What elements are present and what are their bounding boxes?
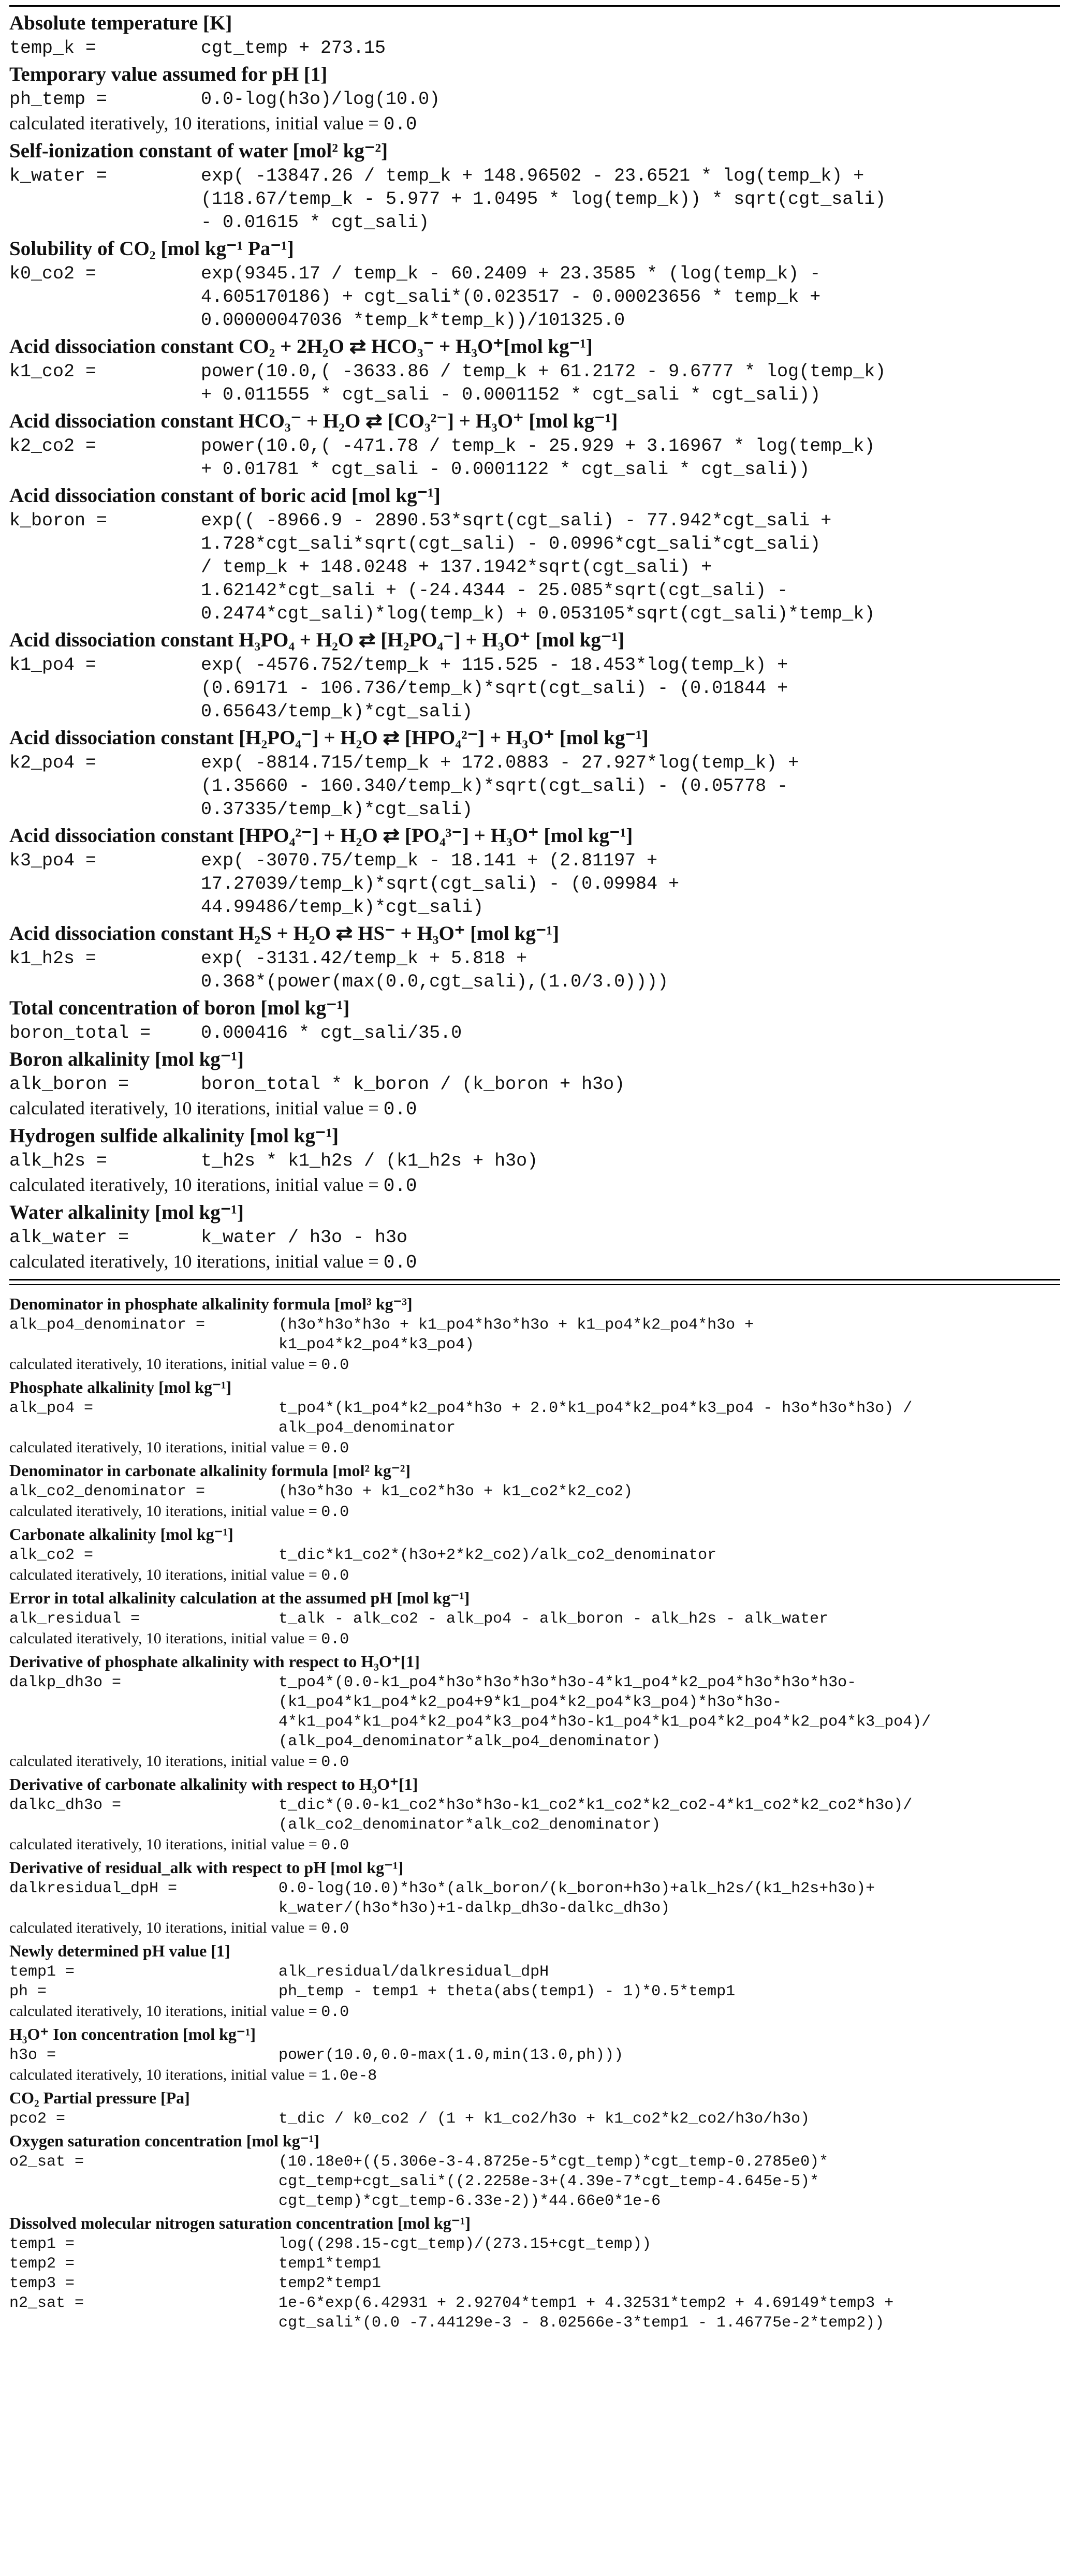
initial-value: 0.0	[321, 1631, 349, 1648]
formula-line: k_water / h3o - h3o	[201, 1227, 408, 1248]
formula-line: 0.368*(power(max(0.0,cgt_sali),(1.0/3.0))))	[201, 971, 669, 992]
variable-name: temp1 =	[9, 1963, 75, 1981]
formula-row	[9, 435, 1060, 481]
formula-row	[9, 1609, 1060, 1629]
formula-line: boron_total * k_boron / (k_boron + h3o)	[201, 1074, 625, 1095]
formula-line: 0.65643/temp_k)*cgt_sali)	[201, 701, 473, 722]
variable-name: k2_co2 =	[9, 436, 97, 457]
formula-row	[9, 2152, 1060, 2211]
formula-expression	[201, 37, 386, 60]
formula-row	[9, 1982, 1060, 2001]
variable-name: alk_water =	[9, 1227, 129, 1248]
section-heading: Newly determined pH value [1]	[9, 1941, 230, 1960]
initial-value: 0.0	[321, 1440, 349, 1458]
formula-line: 0.0-log(10.0)*h3o*(alk_boron/(k_boron+h3o)+alk_h2s/(k1_h2s+h3o)+	[279, 1880, 875, 1897]
variable-name: alk_h2s =	[9, 1151, 108, 1171]
formula-expression	[279, 1982, 735, 2001]
variable-name: k3_po4 =	[9, 850, 97, 871]
variable-name: o2_sat =	[9, 2153, 84, 2171]
formula-line: power(10.0,( -471.78 / temp_k - 25.929 + 3.16967 * log(temp_k)	[201, 436, 875, 457]
formula-line: k_water/(h3o*h3o)+1-dalkp_dh3o-dalkc_dh3o)	[279, 1900, 670, 1917]
section-2	[9, 1292, 1060, 2333]
formula-line: / temp_k + 148.0248 + 137.1942*sqrt(cgt_sali) +	[201, 557, 712, 578]
formula-line: (10.18e0+((5.306e-3-4.8725e-5*cgt_temp)*cgt_temp-0.2785e0)*	[279, 2153, 829, 2171]
document-page	[9, 5, 1060, 2333]
initial-value: 0.0	[383, 1099, 417, 1120]
section-heading: Dissolved molecular nitrogen saturation concentration [mol kg⁻¹]	[9, 2214, 471, 2232]
formula-line: 0.0-log(h3o)/log(10.0)	[201, 89, 441, 110]
section-heading: Phosphate alkalinity [mol kg⁻¹]	[9, 1378, 232, 1396]
formula-line: exp(( -8966.9 - 2890.53*sqrt(cgt_sali) - 77.942*cgt_sali +	[201, 510, 832, 531]
variable-name: boron_total =	[9, 1023, 151, 1043]
iteration-note	[9, 2065, 1060, 2086]
formula-line: 17.27039/temp_k)*sqrt(cgt_sali) - (0.09984 +	[201, 874, 680, 894]
variable-name: ph_temp =	[9, 89, 108, 110]
formula-expression	[279, 2254, 381, 2274]
variable-name: temp2 =	[9, 2255, 75, 2273]
formula-line: t_po4*(k1_po4*k2_po4*h3o + 2.0*k1_po4*k2_po4*k3_po4 - h3o*h3o*h3o) /	[279, 1400, 913, 1417]
formula-expression	[201, 262, 820, 332]
formula-line: t_dic*(0.0-k1_co2*h3o*h3o-k1_co2*k1_co2*k2_co2-4*k1_co2*k2_co2*h3o)/	[279, 1797, 913, 1814]
formula-expression	[201, 360, 886, 407]
formula-expression	[279, 1795, 912, 1835]
variable-name: dalkp_dh3o =	[9, 1674, 122, 1691]
section-heading: Denominator in phosphate alkalinity formula [mol³ kg⁻³]	[9, 1294, 413, 1313]
formula-expression	[201, 1226, 407, 1249]
formula-expression	[279, 1879, 875, 1918]
iteration-note-text: calculated iteratively, 10 iterations, initial value =	[9, 1503, 321, 1520]
formula-expression	[279, 1482, 633, 1502]
formula-line: log((298.15-cgt_temp)/(273.15+cgt_temp))	[279, 2235, 652, 2253]
iteration-note	[9, 1355, 1060, 1375]
formula-expression	[279, 2234, 651, 2254]
iteration-note-text: calculated iteratively, 10 iterations, initial value =	[9, 1753, 321, 1770]
section-heading: Boron alkalinity [mol kg⁻¹]	[9, 1048, 244, 1070]
formula-line: alk_residual/dalkresidual_dpH	[279, 1963, 549, 1981]
formula-expression	[201, 752, 799, 821]
formula-row	[9, 2045, 1060, 2065]
formula-row	[9, 88, 1060, 111]
formula-row	[9, 1150, 1060, 1173]
formula-row	[9, 654, 1060, 724]
iteration-note-text: calculated iteratively, 10 iterations, initial value =	[9, 1439, 321, 1456]
initial-value: 0.0	[321, 1837, 349, 1854]
initial-value: 0.0	[321, 2004, 349, 2021]
formula-row	[9, 509, 1060, 626]
formula-line: exp( -8814.715/temp_k + 172.0883 - 27.927*log(temp_k) +	[201, 753, 799, 773]
formula-line: (0.69171 - 106.736/temp_k)*sqrt(cgt_sali) - (0.01844 +	[201, 678, 788, 699]
formula-expression	[279, 2274, 381, 2293]
section-heading: Solubility of CO₂ [mol kg⁻¹ Pa⁻¹]	[9, 238, 294, 260]
iteration-note-text: calculated iteratively, 10 iterations, initial value =	[9, 2066, 321, 2083]
section-heading: Derivative of residual_alk with respect to pH [mol kg⁻¹]	[9, 1858, 404, 1877]
initial-value: 0.0	[321, 1567, 349, 1585]
formula-row	[9, 2293, 1060, 2333]
formula-line: 4.605170186) + cgt_sali*(0.023517 - 0.00023656 * temp_k +	[201, 287, 821, 307]
initial-value: 0.0	[383, 1252, 417, 1273]
formula-line: 4*k1_po4*k1_po4*k2_po4*k3_po4*h3o-k1_po4*k1_po4*k2_po4*k2_po4*k3_po4)/	[279, 1713, 931, 1731]
section-heading: Self-ionization constant of water [mol² kg⁻²]	[9, 140, 388, 162]
iteration-note-text: calculated iteratively, 10 iterations, initial value =	[9, 1174, 384, 1195]
iteration-note-text: calculated iteratively, 10 iterations, initial value =	[9, 1919, 321, 1936]
iteration-note	[9, 1565, 1060, 1586]
section-heading: Water alkalinity [mol kg⁻¹]	[9, 1201, 244, 1224]
formula-expression	[201, 1073, 625, 1096]
section-heading: Acid dissociation constant [HPO₄²⁻] + H₂O ⇄ [PO₄³⁻] + H₃O⁺ [mol kg⁻¹]	[9, 825, 633, 847]
section-heading: CO₂ Partial pressure [Pa]	[9, 2088, 190, 2107]
formula-row	[9, 37, 1060, 60]
initial-value: 1.0e-8	[321, 2067, 377, 2085]
formula-line: 44.99486/temp_k)*cgt_sali)	[201, 897, 484, 918]
formula-line: + 0.011555 * cgt_sali - 0.0001152 * cgt_sali * cgt_sali))	[201, 385, 821, 405]
formula-expression	[201, 849, 679, 919]
section-heading: Acid dissociation constant HCO₃⁻ + H₂O ⇄ [CO₃²⁻] + H₃O⁺ [mol kg⁻¹]	[9, 410, 618, 432]
top-rule	[9, 5, 1060, 7]
formula-row	[9, 360, 1060, 407]
iteration-note-text: calculated iteratively, 10 iterations, initial value =	[9, 1251, 384, 1272]
section-heading: H₃O⁺ Ion concentration [mol kg⁻¹]	[9, 2025, 256, 2043]
formula-line: cgt_temp)*cgt_temp-6.33e-2))*44.66e0*1e-6	[279, 2192, 661, 2210]
formula-line: t_po4*(0.0-k1_po4*h3o*h3o*h3o*h3o-4*k1_po4*k2_po4*h3o*h3o*h3o-	[279, 1674, 857, 1691]
section-heading: Derivative of carbonate alkalinity with respect to H₃O⁺[1]	[9, 1775, 418, 1793]
initial-value: 0.0	[321, 1754, 349, 1771]
formula-expression	[279, 1315, 754, 1355]
formula-line: (h3o*h3o + k1_co2*h3o + k1_co2*k2_co2)	[279, 1483, 633, 1500]
formula-line: ph_temp - temp1 + theta(abs(temp1) - 1)*0.5*temp1	[279, 1983, 736, 2000]
formula-expression	[201, 947, 668, 994]
variable-name: k2_po4 =	[9, 753, 97, 773]
variable-name: n2_sat =	[9, 2294, 84, 2312]
formula-line: 0.00000047036 *temp_k*temp_k))/101325.0	[201, 310, 625, 331]
formula-expression	[279, 1609, 828, 1629]
formula-row	[9, 2234, 1060, 2254]
formula-line: 0.2474*cgt_sali)*log(temp_k) + 0.053105*sqrt(cgt_sali)*temp_k)	[201, 603, 875, 624]
formula-line: (1.35660 - 160.340/temp_k)*sqrt(cgt_sali) - (0.05778 -	[201, 776, 788, 797]
iteration-note	[9, 1502, 1060, 1522]
variable-name: k1_h2s =	[9, 948, 97, 969]
formula-expression	[279, 1962, 549, 1982]
formula-row	[9, 1315, 1060, 1355]
formula-expression	[279, 1545, 716, 1565]
variable-name: dalkc_dh3o =	[9, 1797, 122, 1814]
formula-expression	[201, 654, 788, 724]
formula-line: t_alk - alk_co2 - alk_po4 - alk_boron - alk_h2s - alk_water	[279, 1610, 829, 1628]
section-heading: Derivative of phosphate alkalinity with respect to H₃O⁺[1]	[9, 1652, 420, 1671]
variable-name: pco2 =	[9, 2110, 66, 2128]
formula-line: (118.67/temp_k - 5.977 + 1.0495 * log(temp_k)) * sqrt(cgt_sali)	[201, 189, 886, 210]
section-heading: Denominator in carbonate alkalinity formula [mol² kg⁻²]	[9, 1461, 411, 1480]
formula-line: alk_po4_denominator	[279, 1419, 456, 1437]
variable-name: dalkresidual_dpH =	[9, 1880, 178, 1897]
formula-line: t_h2s * k1_h2s / (k1_h2s + h3o)	[201, 1151, 538, 1171]
formula-line: 1.728*cgt_sali*sqrt(cgt_sali) - 0.0996*cgt_sali*cgt_sali)	[201, 534, 821, 554]
section-heading: Error in total alkalinity calculation at the assumed pH [mol kg⁻¹]	[9, 1588, 470, 1607]
initial-value: 0.0	[321, 1504, 349, 1521]
iteration-note	[9, 1438, 1060, 1459]
initial-value: 0.0	[383, 1175, 417, 1197]
iteration-note-text: calculated iteratively, 10 iterations, initial value =	[9, 2003, 321, 2020]
variable-name: k_water =	[9, 166, 108, 186]
section-heading: Acid dissociation constant CO₂ + 2H₂O ⇄ HCO₃⁻ + H₃O⁺[mol kg⁻¹]	[9, 335, 593, 358]
iteration-note-text: calculated iteratively, 10 iterations, initial value =	[9, 1836, 321, 1853]
formula-expression	[201, 88, 440, 111]
iteration-note	[9, 1751, 1060, 1772]
variable-name: alk_co2_denominator =	[9, 1483, 206, 1500]
section-heading: Absolute temperature [K]	[9, 12, 232, 34]
iteration-note	[9, 1629, 1060, 1650]
formula-expression	[201, 1150, 538, 1173]
formula-row	[9, 1673, 1060, 1751]
variable-name: k1_co2 =	[9, 361, 97, 382]
iteration-note-text: calculated iteratively, 10 iterations, initial value =	[9, 113, 384, 134]
formula-expression	[279, 2045, 623, 2065]
variable-name: alk_co2 =	[9, 1547, 94, 1564]
formula-row	[9, 1962, 1060, 1982]
formula-line: power(10.0,0.0-max(1.0,min(13.0,ph)))	[279, 2047, 624, 2064]
formula-line: exp(9345.17 / temp_k - 60.2409 + 23.3585 * (log(temp_k) -	[201, 263, 821, 284]
formula-expression	[201, 1022, 462, 1045]
formula-line: exp( -13847.26 / temp_k + 148.96502 - 23.6521 * log(temp_k) +	[201, 166, 864, 186]
section-1	[9, 10, 1060, 1275]
formula-row	[9, 1022, 1060, 1045]
formula-row	[9, 1399, 1060, 1438]
variable-name: ph =	[9, 1983, 47, 2000]
iteration-note-text: calculated iteratively, 10 iterations, initial value =	[9, 1566, 321, 1583]
section-heading: Total concentration of boron [mol kg⁻¹]	[9, 997, 350, 1019]
variable-name: alk_po4_denominator =	[9, 1316, 206, 1334]
variable-name: alk_residual =	[9, 1610, 140, 1628]
section-heading: Acid dissociation constant of boric acid [mol kg⁻¹]	[9, 484, 441, 507]
formula-expression	[279, 1399, 912, 1438]
formula-line: cgt_sali*(0.0 -7.44129e-3 - 8.02566e-3*temp1 - 1.46775e-2*temp2))	[279, 2314, 885, 2332]
formula-line: temp1*temp1	[279, 2255, 382, 2273]
formula-line: + 0.01781 * cgt_sali - 0.0001122 * cgt_sali * cgt_sali))	[201, 459, 810, 480]
formula-row	[9, 1226, 1060, 1249]
formula-row	[9, 849, 1060, 919]
formula-line: exp( -3131.42/temp_k + 5.818 +	[201, 948, 527, 969]
initial-value: 0.0	[321, 1920, 349, 1938]
formula-row	[9, 752, 1060, 821]
formula-expression	[201, 509, 875, 626]
iteration-note	[9, 1835, 1060, 1856]
variable-name: h3o =	[9, 2047, 56, 2064]
section-separator	[9, 1278, 1060, 1287]
formula-line: exp( -4576.752/temp_k + 115.525 - 18.453*log(temp_k) +	[201, 655, 788, 675]
variable-name: temp1 =	[9, 2235, 75, 2253]
variable-name: k1_po4 =	[9, 655, 97, 675]
formula-row	[9, 2274, 1060, 2293]
formula-line: (h3o*h3o*h3o + k1_po4*h3o*h3o + k1_po4*k2_po4*h3o +	[279, 1316, 754, 1334]
formula-line: cgt_temp + 273.15	[201, 38, 386, 58]
formula-expression	[201, 165, 886, 234]
iteration-note-text: calculated iteratively, 10 iterations, initial value =	[9, 1098, 384, 1118]
formula-line: 0.000416 * cgt_sali/35.0	[201, 1023, 462, 1043]
formula-row	[9, 262, 1060, 332]
iteration-note	[9, 1249, 1060, 1275]
formula-expression	[201, 435, 875, 481]
variable-name: k_boron =	[9, 510, 108, 531]
variable-name: temp3 =	[9, 2275, 75, 2292]
formula-row	[9, 1482, 1060, 1502]
formula-line: 1.62142*cgt_sali + (-24.4344 - 25.085*sqrt(cgt_sali) -	[201, 580, 788, 601]
formula-line: (k1_po4*k1_po4*k2_po4+9*k1_po4*k2_po4*k3_po4)*h3o*h3o-	[279, 1694, 782, 1711]
section-heading: Carbonate alkalinity [mol kg⁻¹]	[9, 1525, 233, 1543]
iteration-note-text: calculated iteratively, 10 iterations, initial value =	[9, 1630, 321, 1647]
formula-expression	[279, 2109, 810, 2129]
formula-expression	[279, 2293, 893, 2333]
initial-value: 0.0	[383, 114, 417, 135]
variable-name: alk_po4 =	[9, 1400, 94, 1417]
formula-line: t_dic / k0_co2 / (1 + k1_co2/h3o + k1_co2*k2_co2/h3o/h3o)	[279, 2110, 810, 2128]
formula-row	[9, 1073, 1060, 1096]
formula-line: k1_po4*k2_po4*k3_po4)	[279, 1336, 475, 1353]
formula-row	[9, 165, 1060, 234]
formula-line: (alk_po4_denominator*alk_po4_denominator)	[279, 1733, 661, 1750]
formula-row	[9, 1879, 1060, 1918]
formula-expression	[279, 2152, 828, 2211]
formula-line: cgt_temp+cgt_sali*((2.2258e-3+(4.39e-7*cgt_temp-4.645e-5)*	[279, 2173, 819, 2190]
iteration-note	[9, 1173, 1060, 1198]
section-heading: Hydrogen sulfide alkalinity [mol kg⁻¹]	[9, 1125, 339, 1147]
formula-row	[9, 947, 1060, 994]
formula-line: power(10.0,( -3633.86 / temp_k + 61.2172 - 9.6777 * log(temp_k)	[201, 361, 886, 382]
formula-line: exp( -3070.75/temp_k - 18.141 + (2.81197 +	[201, 850, 658, 871]
formula-line: t_dic*k1_co2*(h3o+2*k2_co2)/alk_co2_denominator	[279, 1547, 717, 1564]
formula-line: 1e-6*exp(6.42931 + 2.92704*temp1 + 4.32531*temp2 + 4.69149*temp3 +	[279, 2294, 894, 2312]
formula-row	[9, 2109, 1060, 2129]
formula-row	[9, 1545, 1060, 1565]
initial-value: 0.0	[321, 1357, 349, 1374]
section-heading: Temporary value assumed for pH [1]	[9, 63, 328, 85]
variable-name: temp_k =	[9, 38, 97, 58]
variable-name: k0_co2 =	[9, 263, 97, 284]
section-heading: Oxygen saturation concentration [mol kg⁻¹]	[9, 2131, 319, 2150]
formula-row	[9, 1795, 1060, 1835]
formula-line: (alk_co2_denominator*alk_co2_denominator)	[279, 1816, 661, 1834]
section-heading: Acid dissociation constant H₃PO₄ + H₂O ⇄ [H₂PO₄⁻] + H₃O⁺ [mol kg⁻¹]	[9, 629, 625, 651]
formula-expression	[279, 1673, 931, 1751]
iteration-note	[9, 1096, 1060, 1122]
section-heading: Acid dissociation constant H₂S + H₂O ⇄ HS⁻ + H₃O⁺ [mol kg⁻¹]	[9, 922, 560, 945]
section-heading: Acid dissociation constant [H₂PO₄⁻] + H₂O ⇄ [HPO₄²⁻] + H₃O⁺ [mol kg⁻¹]	[9, 727, 649, 749]
formula-row	[9, 2254, 1060, 2274]
formula-line: - 0.01615 * cgt_sali)	[201, 212, 430, 233]
iteration-note	[9, 2001, 1060, 2022]
iteration-note	[9, 1918, 1060, 1939]
formula-line: 0.37335/temp_k)*cgt_sali)	[201, 799, 473, 820]
variable-name: alk_boron =	[9, 1074, 129, 1095]
iteration-note	[9, 111, 1060, 137]
iteration-note-text: calculated iteratively, 10 iterations, initial value =	[9, 1356, 321, 1373]
formula-line: temp2*temp1	[279, 2275, 382, 2292]
